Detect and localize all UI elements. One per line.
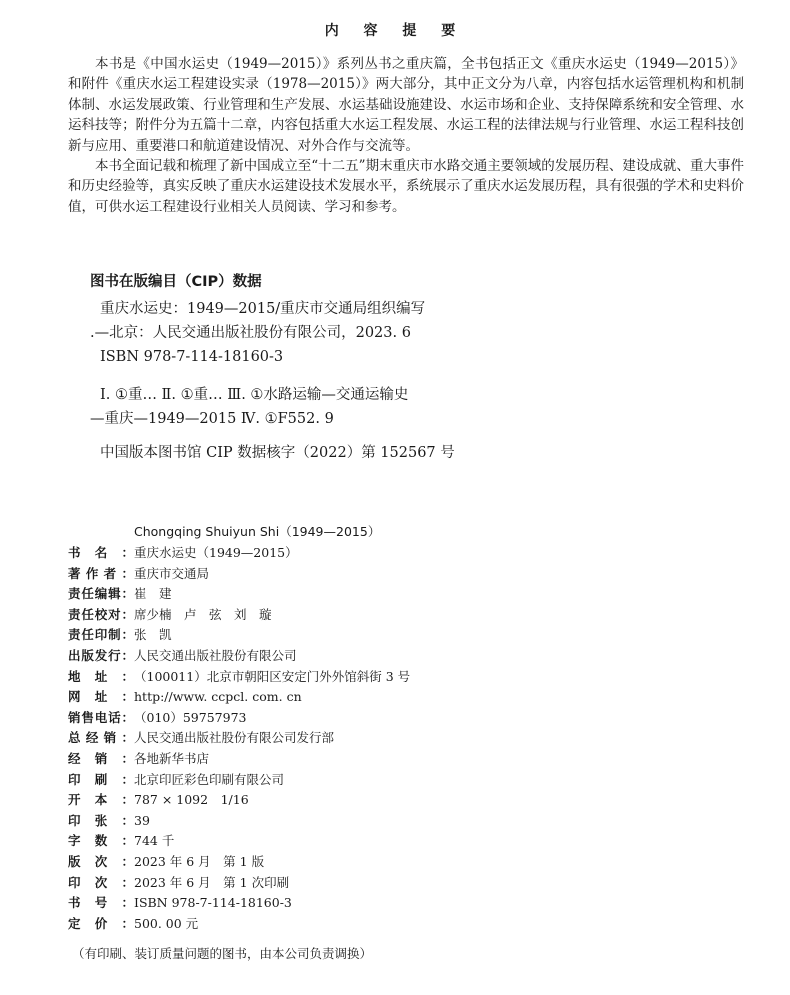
info-label: 定 价 ：: [68, 915, 134, 931]
info-label: 书 名 ：: [68, 545, 134, 560]
info-row: [68, 667, 728, 688]
info-row: [68, 708, 728, 729]
abstract-paragraph-2: 本书全面记载和梳理了新中国成立至“十二五”期末重庆市水路交通主要领域的发展历程、建设成就、重大事件和历史经验等，真实反映了重庆水运建设技术发展水平，系统展示了重庆水运发展历程，具有很强的学术和史料价值，可供水运工程建设行业相关人员阅读、学习和参考。: [68, 158, 744, 215]
cip-line: 中国版本图书馆 CIP 数据核字（2022）第 152567 号: [100, 445, 455, 461]
info-row: [68, 728, 728, 749]
info-label: 网 址 ：: [68, 689, 134, 705]
info-row: [68, 790, 728, 811]
info-value: 崔 建: [134, 586, 172, 602]
abstract: [68, 54, 744, 217]
info-row: [68, 914, 728, 935]
info-row: [68, 873, 728, 894]
info-row: [68, 605, 728, 626]
info-label: 经 销 ：: [68, 750, 134, 766]
cip-line: 重庆水运史：1949—2015/重庆市交通局组织编写: [100, 301, 426, 317]
abstract-heading: 内 容 提 要: [324, 23, 466, 39]
footnote: （有印刷、装订质量问题的图书，由本公司负责调换）: [72, 946, 373, 961]
info-label: 印 张 ：: [68, 812, 134, 828]
info-value: 北京印匠彩色印刷有限公司: [134, 771, 285, 787]
info-value: 2023 年 6 月 第 1 版: [134, 853, 265, 869]
info-row: [68, 852, 728, 873]
info-value: 500. 00 元: [134, 915, 199, 931]
info-label: 出 版 发 行 ：: [68, 647, 134, 663]
info-row: [68, 564, 728, 585]
cip-line: .—北京：人民交通出版社股份有限公司，2023. 6: [90, 325, 411, 341]
info-label: 开 本 ：: [68, 792, 134, 808]
info-row: [68, 893, 728, 914]
abstract-paragraph-1: 本书是《中国水运史（1949—2015）》系列丛书之重庆篇，全书包括正文《重庆水运史（1949—2015）》和附件《重庆水运工程建设实录（1978—2015）》两大部分，其中正文分为八章，内容包括水运管理机构和机制体制、水运发展政策、行业管理和生产发展、水运基础设施建设、水运市场和企业、支持保障系统和安全管理、水运科技等；附件分为五篇十二章，内容包括重大水运工程发展、水运工程的法律法规与行业管理、水运工程科技创新与应用、重要港口和航道建设情况、对外合作与交流等。: [68, 56, 744, 154]
info-value: 39: [134, 812, 150, 828]
cip-title: 图书在版编目（CIP）数据: [90, 274, 262, 290]
info-row: [68, 625, 728, 646]
info-label: 著 作 者 ：: [68, 565, 134, 581]
info-value: 各地新华书店: [134, 750, 210, 766]
english-title: Chongqing Shuiyun Shi（1949—2015）: [134, 524, 381, 539]
info-label: 书 号 ：: [68, 895, 134, 911]
info-value: 重庆水运史（1949—2015）: [134, 545, 298, 560]
info-label: 印 次 ：: [68, 874, 134, 890]
info-row: [68, 646, 728, 667]
info-row: [68, 770, 728, 791]
info-value: 重庆市交通局: [134, 565, 210, 581]
info-row: [68, 687, 728, 708]
cip-approval: [90, 441, 740, 465]
info-value: 2023 年 6 月 第 1 次印刷: [134, 874, 290, 890]
cip-line: Ⅰ. ①重… Ⅱ. ①重… Ⅲ. ①水路运输—交通运输史: [100, 387, 409, 403]
info-value: ISBN 978-7-114-18160-3: [134, 895, 292, 911]
info-label: 地 址 ：: [68, 668, 134, 684]
cip-line: ISBN 978-7-114-18160-3: [100, 349, 284, 365]
info-value: 人民交通出版社股份有限公司: [134, 647, 297, 663]
info-label: 销 售 电 话 ：: [68, 709, 134, 725]
info-row: [68, 749, 728, 770]
info-label: 责 任 校 对 ：: [68, 606, 134, 622]
info-value: （100011）北京市朝阳区安定门外外馆斜街 3 号: [134, 668, 411, 684]
info-value: 787 × 1092 1/16: [134, 792, 249, 808]
info-row: [68, 811, 728, 832]
info-label: 总 经 销 ：: [68, 730, 134, 746]
cip-line: —重庆—1949—2015 Ⅳ. ①F552. 9: [90, 411, 334, 427]
info-row: [68, 831, 728, 852]
cip-record: [90, 297, 740, 369]
info-label: 印 刷 ：: [68, 771, 134, 787]
info-value: 张 凯: [134, 627, 172, 643]
info-value: 席少楠 卢 弦 刘 璇: [134, 606, 272, 622]
info-row: [68, 584, 728, 605]
info-label: 字 数 ：: [68, 833, 134, 849]
cip-classification: [90, 383, 740, 431]
info-label: 版 次 ：: [68, 853, 134, 869]
info-row: [68, 543, 728, 564]
info-value: 人民交通出版社股份有限公司发行部: [134, 730, 335, 746]
publication-info: [68, 543, 728, 934]
info-value: （010）59757973: [134, 709, 247, 725]
info-value: 744 千: [134, 833, 175, 849]
info-label: 责 任 印 制 ：: [68, 627, 134, 643]
info-value: http://www. ccpcl. com. cn: [134, 689, 302, 705]
info-label: 责 任 编 辑 ：: [68, 586, 134, 602]
